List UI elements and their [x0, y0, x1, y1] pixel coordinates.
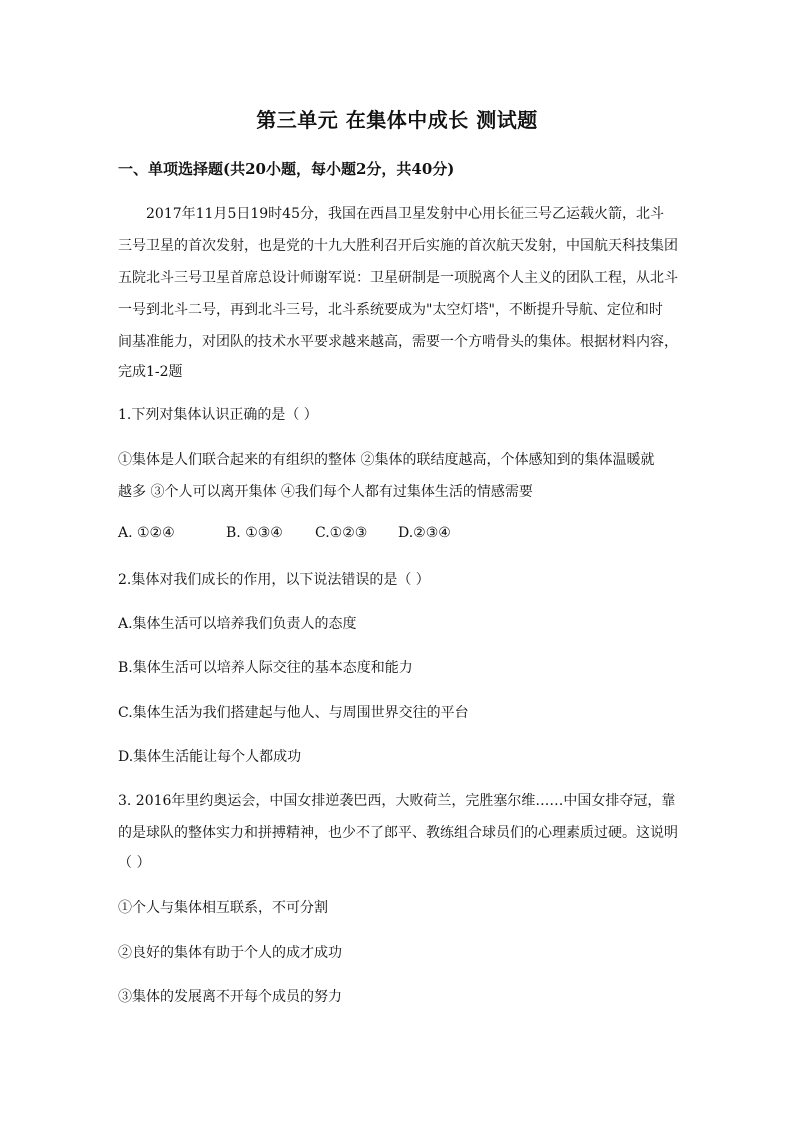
passage-line-1: 2017年11月5日19时45分，我国在西昌卫星发射中心用长征三号乙运载火箭，北斗	[146, 206, 664, 222]
question-1-stem: 1.下列对集体认识正确的是（ ）	[118, 407, 318, 423]
question-1-option-b: B. ①③④	[226, 525, 283, 541]
question-1-statements-line-1: ①集体是人们联合起来的有组织的整体 ②集体的联结度越高，个体感知到的集体温暖就	[118, 452, 655, 468]
question-3-statement-3: ③集体的发展离不开每个成员的努力	[118, 989, 342, 1005]
passage-line-5: 间基准能力，对团队的技术水平要求越来越高，需要一个方啃骨头的集体。根据材料内容，	[118, 334, 678, 350]
question-1-option-a: A. ①②④	[118, 525, 175, 541]
question-1-statements-line-2: 越多 ③个人可以离开集体 ④我们每个人都有过集体生活的情感需要	[118, 484, 533, 500]
question-2-option-d: D.集体生活能让每个人都成功	[118, 749, 302, 765]
question-3-statement-2: ②良好的集体有助于个人的成才成功	[118, 945, 342, 961]
question-3-stem-line-2: 的是球队的整体实力和拼搏精神，也少不了郎平、教练组合球员们的心理素质过硬。这说明	[118, 825, 678, 841]
question-2-stem: 2.集体对我们成长的作用，以下说法错误的是（ ）	[118, 572, 430, 588]
question-2-option-c: C.集体生活为我们搭建起与他人、与周围世界交往的平台	[118, 705, 469, 721]
page-title: 第三单元 在集体中成长 测试题	[256, 108, 538, 132]
question-1-option-d: D.②③④	[398, 525, 451, 541]
passage-line-4: 一号到北斗二号，再到北斗三号，北斗系统要成为"太空灯塔"，不断提升导航、定位和时	[118, 302, 663, 318]
passage-line-2: 三号卫星的首次发射，也是党的十九大胜利召开后实施的首次航天发射，中国航天科技集团	[118, 238, 678, 254]
question-3-stem-line-1: 3. 2016年里约奥运会，中国女排逆袭巴西，大败荷兰，完胜塞尔维……中国女排夺冠，靠	[118, 793, 676, 809]
question-3-statement-1: ①个人与集体相互联系，不可分割	[118, 900, 328, 916]
question-3-stem-line-3: （ ）	[118, 855, 151, 871]
passage-line-6: 完成1-2题	[118, 364, 183, 380]
question-2-option-b: B.集体生活可以培养人际交往的基本态度和能力	[118, 660, 413, 676]
passage-line-3: 五院北斗三号卫星首席总设计师谢军说：卫星研制是一项脱离个人主义的团队工程，从北斗	[118, 270, 678, 286]
section-heading: 一、单项选择题(共20小题，每小题2分，共40分)	[118, 160, 455, 178]
question-1-option-c: C.①②③	[315, 525, 368, 541]
question-2-option-a: A.集体生活可以培养我们负责人的态度	[118, 616, 357, 632]
